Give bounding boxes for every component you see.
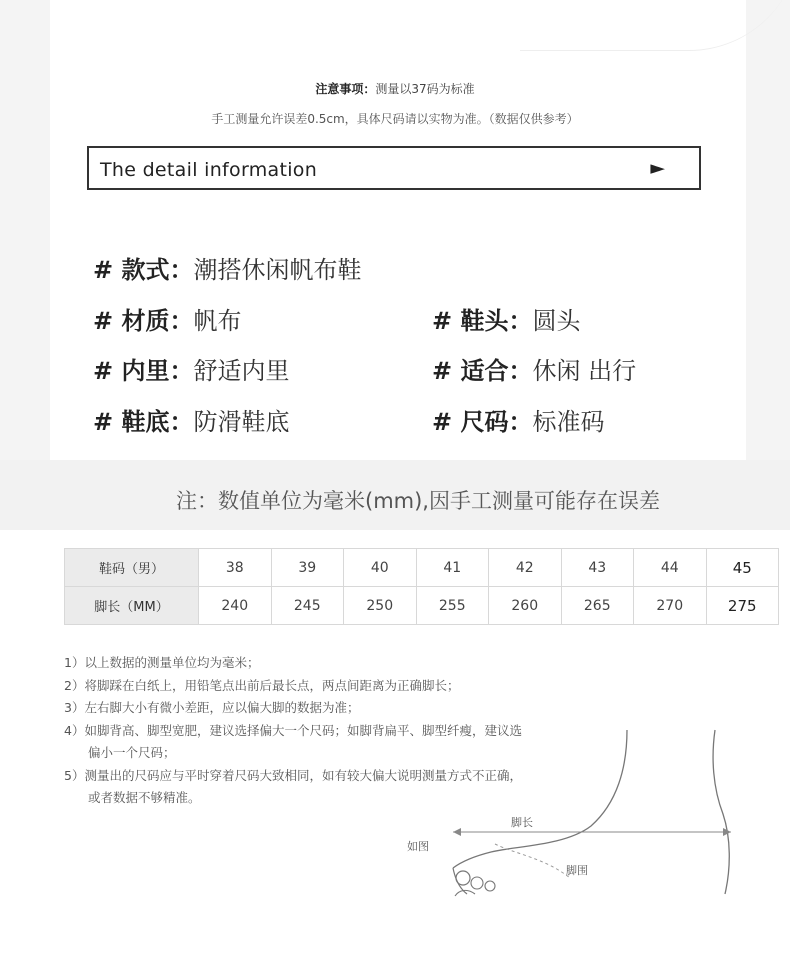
size-table (64, 548, 779, 625)
decorative-arc (520, 0, 790, 51)
list-item: 2）将脚踩在白纸上，用铅笔点出前后最长点，两点间距离为正确脚长； (64, 677, 460, 693)
table-row (65, 549, 779, 587)
table-cell: 260 (489, 587, 562, 625)
list-item: 3）左右脚大小有微小差距，应以偏大脚的数据为准； (64, 700, 360, 715)
table-cell: 255 (416, 587, 489, 625)
table-cell: 38 (199, 549, 272, 587)
row-label-size: 鞋码（男） (65, 549, 199, 587)
table-cell: 44 (634, 549, 707, 587)
spec-style: # 款式：潮搭休闲帆布鞋 (93, 256, 362, 284)
table-cell: 43 (561, 549, 634, 587)
table-cell: 265 (561, 587, 634, 625)
table-cell: 245 (271, 587, 344, 625)
spec-size: # 尺码：标准码 (432, 408, 605, 436)
table-cell: 40 (344, 549, 417, 587)
label-example: 如图 (407, 840, 429, 853)
spec-occasion: # 适合：休闲 出行 (432, 357, 637, 385)
notice-text-1: 测量以37码为标准 (375, 82, 475, 96)
spec-toe: # 鞋头：圆头 (432, 307, 581, 335)
unit-note: 注：数值单位为毫米(mm),因手工测量可能存在误差 (176, 489, 660, 513)
table-cell: 42 (489, 549, 562, 587)
notice-label: 注意事项： (315, 82, 376, 96)
detail-title: The detail information (100, 159, 318, 181)
label-foot-length: 脚长 (511, 816, 533, 829)
table-cell: 41 (416, 549, 489, 587)
detail-information-header (87, 146, 701, 190)
notice-line-2: 手工测量允许误差0.5cm，具体尺码请以实物为准。（数据仅供参考） (211, 112, 579, 126)
list-item: 1）以上数据的测量单位均为毫米； (64, 655, 260, 670)
list-item: 5）测量出的尺码应与平时穿着尺码大致相同，如有较大偏大说明测量方式不正确， (64, 767, 522, 783)
spec-lining: # 内里：舒适内里 (93, 357, 290, 385)
notice-line-1 (0, 80, 790, 97)
table-cell: 275 (706, 587, 779, 625)
play-arrow-icon: ► (650, 157, 665, 179)
table-cell: 250 (344, 587, 417, 625)
spec-sole: # 鞋底：防滑鞋底 (93, 408, 290, 436)
spec-material: # 材质：帆布 (93, 307, 242, 335)
list-item: 偏小一个尺码； (88, 745, 176, 760)
top-panel (50, 0, 746, 460)
row-label-foot-length: 脚长（MM） (65, 587, 199, 625)
list-item: 或者数据不够精准。 (88, 790, 201, 805)
label-foot-girth: 脚围 (566, 864, 588, 877)
list-item: 4）如脚背高、脚型宽肥，建议选择偏大一个尺码；如脚背扁平、脚型纤瘦，建议选 (64, 722, 522, 738)
foot-measure-illustration (395, 728, 745, 898)
table-cell: 45 (706, 549, 779, 587)
table-row (65, 587, 779, 625)
table-cell: 240 (199, 587, 272, 625)
table-cell: 270 (634, 587, 707, 625)
table-cell: 39 (271, 549, 344, 587)
